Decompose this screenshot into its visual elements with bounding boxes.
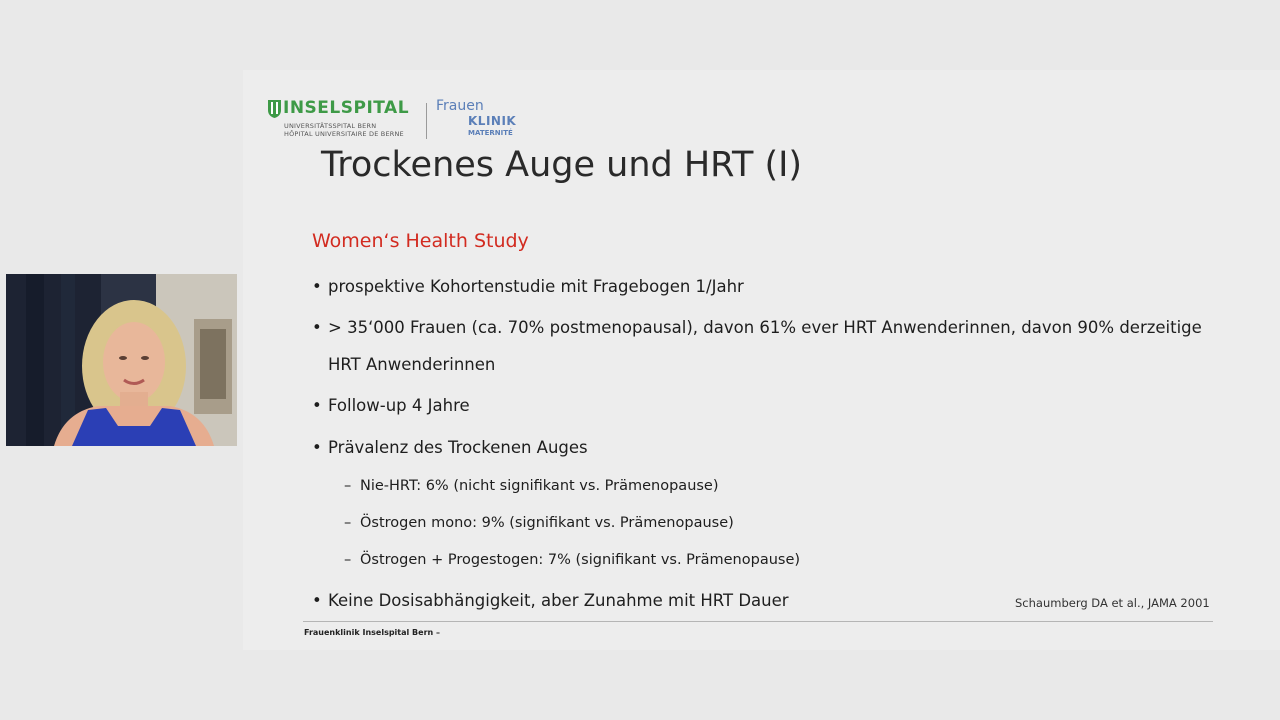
logo-brand-text: INSELSPITAL (283, 98, 410, 118)
sub-bullet-item (344, 515, 734, 531)
bullet-item (312, 318, 1202, 374)
logo-subline-1: UNIVERSITÄTSSPITAL BERN (284, 122, 377, 130)
bullet-glyph: • (312, 318, 322, 337)
presenter-video[interactable] (6, 274, 237, 446)
bullet-glyph: • (312, 277, 322, 296)
dash-glyph: – (344, 515, 352, 531)
sub-bullet-item (344, 552, 800, 568)
sub-bullet-text: Nie-HRT: 6% (nicht signifikant vs. Prämenopause) (360, 478, 719, 494)
slide-subtitle: Women‘s Health Study (312, 230, 529, 252)
bullet-item (312, 396, 470, 416)
sub-bullet-item (344, 478, 719, 494)
logo-klinik-text: KLINIK (468, 114, 517, 128)
bullet-item (312, 277, 744, 297)
bullet-text: Keine Dosisabhängigkeit, aber Zunahme mit HRT Dauer (328, 591, 789, 610)
logo-maternite-text: MATERNITÉ (468, 129, 513, 137)
dash-glyph: – (344, 478, 352, 494)
presenter-video-icon (6, 274, 237, 446)
bullet-text: prospektive Kohortenstudie mit Fragebogen 1/Jahr (328, 277, 744, 296)
citation: Schaumberg DA et al., JAMA 2001 (1015, 596, 1210, 610)
bullet-glyph: • (312, 591, 322, 610)
bullet-item (312, 438, 588, 458)
bullet-continuation-text: HRT Anwenderinnen (328, 355, 496, 374)
slide-title: Trockenes Auge und HRT (I) (321, 145, 803, 185)
bullet-text: Prävalenz des Trockenen Auges (328, 438, 588, 457)
bullet-glyph: • (312, 396, 322, 415)
bullet-item (312, 591, 789, 611)
bullet-text: Follow-up 4 Jahre (328, 396, 470, 415)
presentation-slide (243, 70, 1280, 650)
inselspital-shield-icon (268, 100, 281, 118)
dash-glyph: – (344, 552, 352, 568)
logo-divider (426, 103, 427, 139)
bullet-glyph: • (312, 438, 322, 457)
sub-bullet-text: Östrogen + Progestogen: 7% (signifikant vs. Prämenopause) (360, 552, 801, 568)
footer-divider (303, 621, 1213, 622)
slide-footer: Frauenklinik Inselspital Bern – (304, 628, 440, 637)
logo-subline-2: HÔPITAL UNIVERSITAIRE DE BERNE (284, 130, 404, 138)
logo-frauen-text: Frauen (436, 98, 484, 114)
sub-bullet-text: Östrogen mono: 9% (signifikant vs. Prämenopause) (360, 515, 734, 531)
bullet-text: > 35‘000 Frauen (ca. 70% postmenopausal), davon 61% ever HRT Anwenderinnen, davon 90% derzeitige (328, 318, 1202, 337)
